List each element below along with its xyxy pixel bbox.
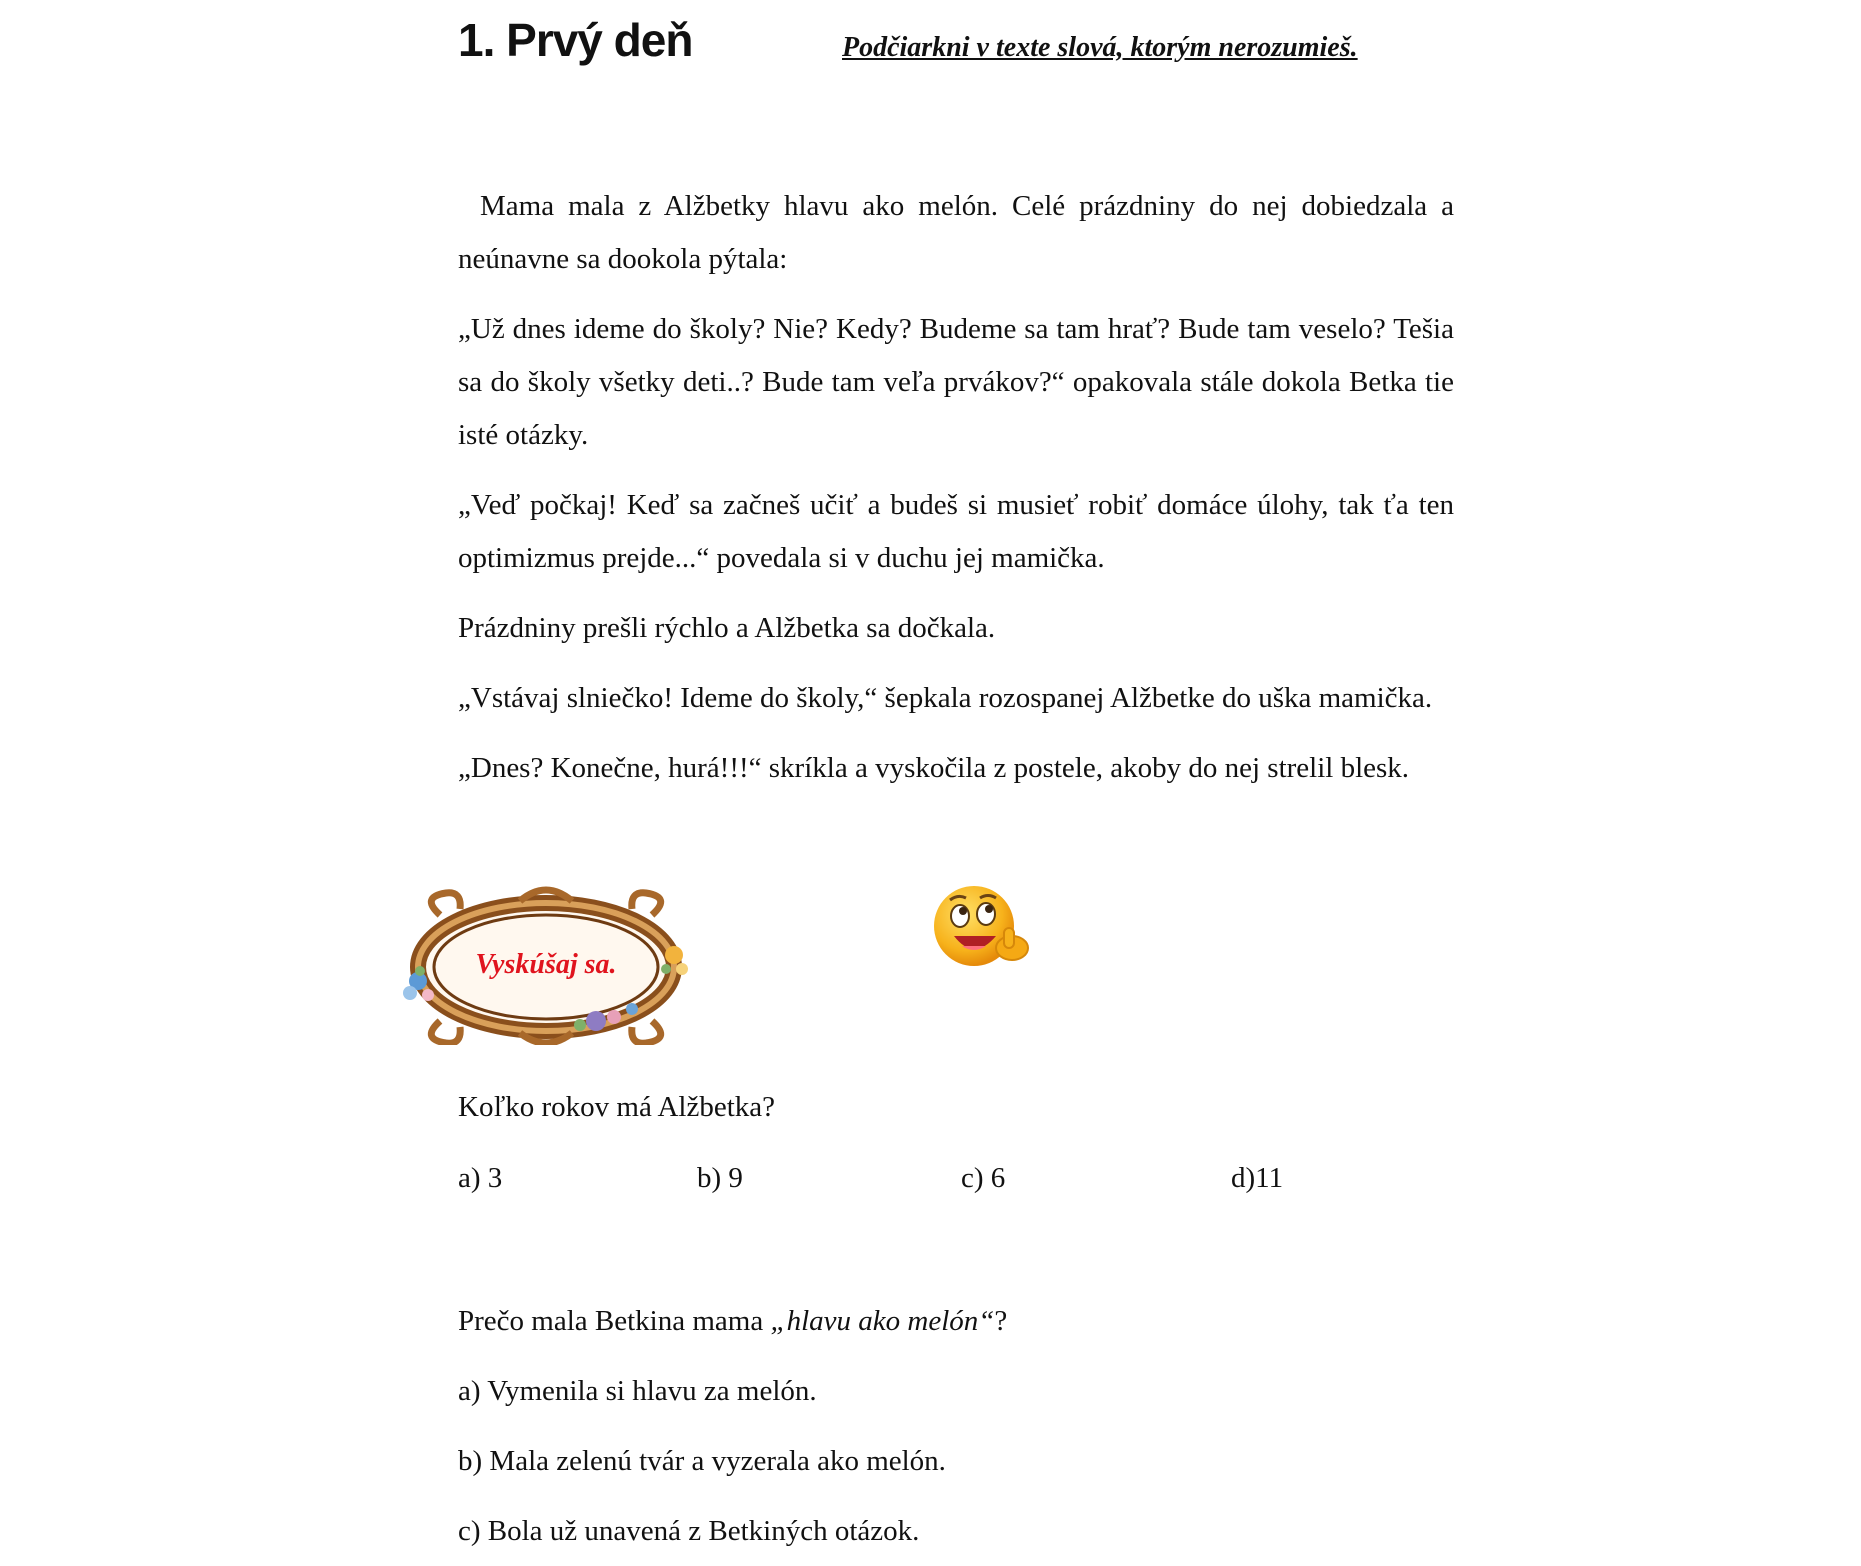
- story-text: [458, 180, 1454, 812]
- question-text: Prečo mala Betkina mama: [458, 1305, 771, 1337]
- answer-choice-a: a) Vymenila si hlavu za melón.: [458, 1375, 817, 1407]
- instruction-text: Podčiarkni v texte slová, ktorým nerozumieš.: [842, 32, 1358, 63]
- story-paragraph: „Vstávaj slniečko! Ideme do školy,“ šepkala rozospanej Alžbetke do uška mamička.: [458, 682, 1433, 714]
- answer-option-b: b) 9: [697, 1162, 743, 1194]
- self-test-label: Vyskúšaj sa.: [475, 949, 617, 980]
- page-title: 1. Prvý deň: [458, 14, 693, 66]
- question-melon: [458, 1301, 1007, 1341]
- story-paragraph: „Veď počkaj! Keď sa začneš učiť a budeš si musieť robiť domáce úlohy, tak ťa ten optimizmus prejde...“ povedala si v duchu jej mamička.: [458, 489, 1454, 574]
- story-paragraph: „Dnes? Konečne, hurá!!!“ skríkla a vyskočila z postele, akoby do nej strelil blesk.: [458, 752, 1410, 784]
- answer-option-d: d)11: [1231, 1162, 1284, 1194]
- answer-choice-c: c) Bola už unavená z Betkiných otázok.: [458, 1515, 920, 1547]
- answer-option-a: a) 3: [458, 1162, 503, 1194]
- story-paragraph: Mama mala z Alžbetky hlavu ako melón. Celé prázdniny do nej dobiedzala a neúnavne sa dookola pýtala:: [458, 190, 1454, 275]
- answer-choice-b: b) Mala zelenú tvár a vyzerala ako melón.: [458, 1445, 946, 1477]
- thinking-emoji-icon: [928, 878, 1032, 982]
- story-paragraph: Prázdniny prešli rýchlo a Alžbetka sa dočkala.: [458, 612, 996, 644]
- question-quote: „hlavu ako melón“: [770, 1305, 995, 1337]
- question-mark: ?: [994, 1305, 1008, 1337]
- ornate-frame-icon: [400, 885, 692, 1045]
- question-age: Koľko rokov má Alžbetka?: [458, 1091, 776, 1123]
- story-paragraph: „Už dnes ideme do školy? Nie? Kedy? Budeme sa tam hrať? Bude tam veselo? Tešia sa do školy všetky deti..? Bude tam veľa prvákov?“ opakovala stále dokola Betka tie isté otázky.: [458, 313, 1454, 451]
- answer-option-c: c) 6: [961, 1162, 1006, 1194]
